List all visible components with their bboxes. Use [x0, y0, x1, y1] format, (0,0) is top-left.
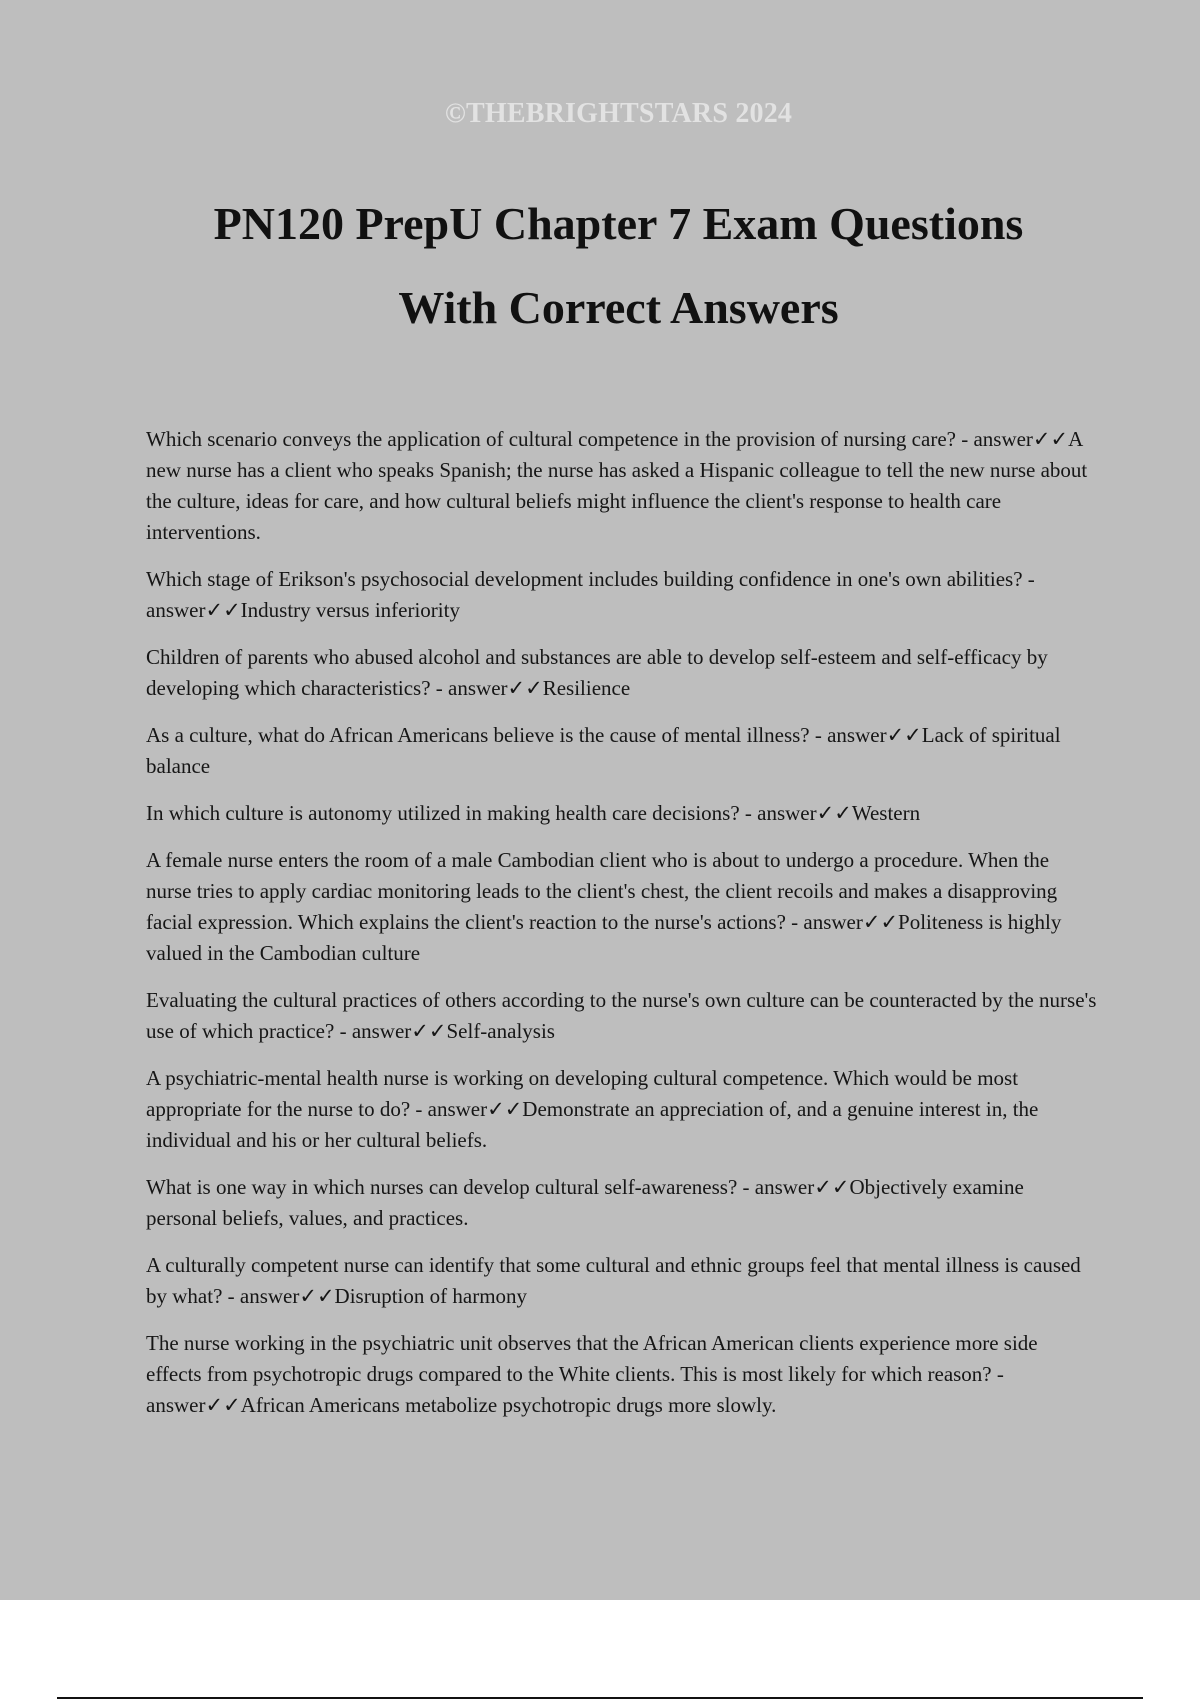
question-item: Which scenario conveys the application of cultural competence in the provision of nursing care? - answer✓✓A new nurse has a client who speaks Spanish; the nurse has asked a Hispanic colleague to tell the new nurse about the culture, ideas for care, and how cultural beliefs might influence the client's response to health care interventions.	[146, 427, 1088, 544]
question-item: Evaluating the cultural practices of others according to the nurse's own culture can be counteracted by the nurse's use of which practice? - answer✓✓Self-analysis	[146, 988, 1097, 1043]
question-item: As a culture, what do African Americans believe is the cause of mental illness? - answer✓✓Lack of spiritual balance	[146, 723, 1061, 778]
question-item: Which stage of Erikson's psychosocial development includes building confidence in one's own abilities? - answer✓✓Industry versus inferiority	[146, 567, 1035, 622]
title-line-1: PN120 PrepU Chapter 7 Exam Questions	[213, 198, 1024, 249]
question-item: A culturally competent nurse can identify that some cultural and ethnic groups feel that mental illness is caused by what? - answer✓✓Disruption of harmony	[146, 1253, 1081, 1308]
question-list	[146, 424, 1098, 1437]
page-divider	[57, 1697, 1143, 1699]
question-item: A female nurse enters the room of a male Cambodian client who is about to undergo a procedure. When the nurse tries to apply cardiac monitoring leads to the client's chest, the client recoils and makes a disapproving facial expression. Which explains the client's reaction to the nurse's actions? - answer✓✓Politeness is highly valued in the Cambodian culture	[146, 848, 1062, 965]
question-item: What is one way in which nurses can develop cultural self-awareness? - answer✓✓Objectively examine personal beliefs, values, and practices.	[146, 1175, 1024, 1230]
question-item: The nurse working in the psychiatric unit observes that the African American clients experience more side effects from psychotropic drugs compared to the White clients. This is most likely for which reason? - answer✓✓African Americans metabolize psychotropic drugs more slowly.	[146, 1331, 1038, 1417]
question-item: A psychiatric-mental health nurse is working on developing cultural competence. Which would be most appropriate for the nurse to do? - answer✓✓Demonstrate an appreciation of, and a genuine interest in, the individual and his or her cultural beliefs.	[146, 1066, 1039, 1152]
question-item: In which culture is autonomy utilized in making health care decisions? - answer✓✓Western	[146, 801, 921, 825]
title-line-2: With Correct Answers	[398, 282, 839, 333]
watermark: ©THEBRIGHTSTARS 2024	[444, 98, 793, 129]
document-title	[0, 182, 1200, 350]
question-item: Children of parents who abused alcohol and substances are able to develop self-esteem and self-efficacy by developing which characteristics? - answer✓✓Resilience	[146, 645, 1048, 700]
